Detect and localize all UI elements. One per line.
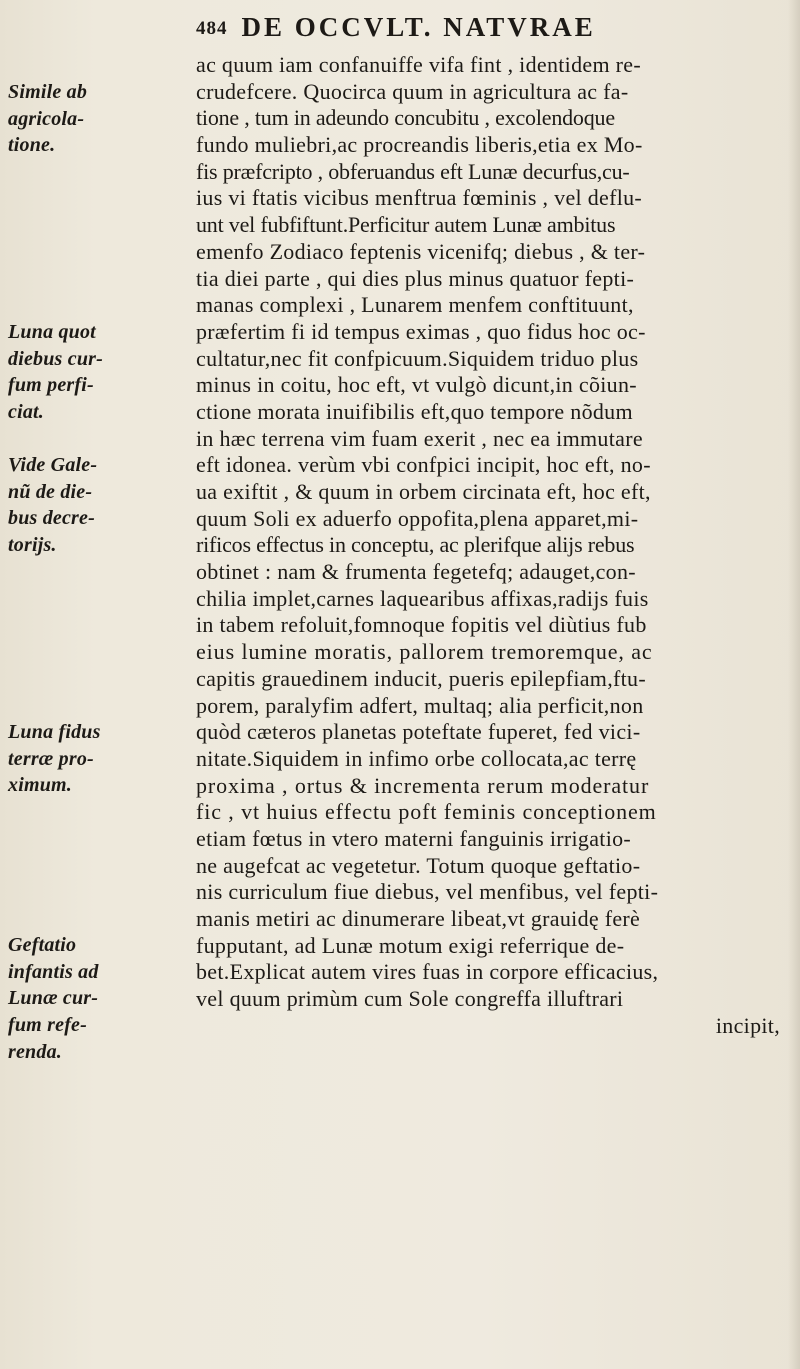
text-line: tia diei parte , qui dies plus minus quatuor fepti- xyxy=(196,265,635,291)
marginal-note-simile xyxy=(8,79,194,159)
text-line: eius lumine moratis, pallorem tremoremque, ac xyxy=(196,639,653,665)
marginal-note-geftatio xyxy=(8,932,194,1065)
text-line: manis metiri ac dinumerare libeat,vt grauidę ferè xyxy=(196,906,641,931)
text-line: minus in coitu, hoc eft, vt vulgò dicunt,in cõiun- xyxy=(196,372,637,398)
text-line: fis præfcripto , obferuandus eft Lunæ decurfus,cu- xyxy=(196,158,630,184)
running-title: DE OCCVLT. NATVRAE xyxy=(241,12,596,42)
text-line: cultatur,nec fit confpicuum.Siquidem triduo plus xyxy=(196,345,639,371)
text-line: rificos effectus in conceptu, ac plerifque alijs rebus xyxy=(196,532,635,558)
marginal-note-vide-galenum xyxy=(8,452,194,559)
marginal-note-line: Vide Gale- xyxy=(8,454,98,476)
marginal-note-line: agricola- xyxy=(8,107,85,130)
marginal-note-line: infantis ad xyxy=(8,960,99,983)
text-line: fupputant, ad Lunæ motum exigi referrique de- xyxy=(196,932,625,958)
text-line: fundo muliebri,ac procreandis liberis,etia ex Mo- xyxy=(196,132,643,158)
text-line: ius vi ftatis vicibus menftrua fœminis , vel deflu- xyxy=(196,185,643,211)
text-line: eft idonea. verùm vbi confpici incipit, hoc eft, no- xyxy=(196,452,651,478)
text-line: chilia implet,carnes laquearibus affixas,radijs fuis xyxy=(196,585,649,611)
page-header xyxy=(196,12,776,46)
text-line: nis curriculum fiue diebus, vel menfibus, vel fepti- xyxy=(196,879,659,905)
text-line: proxima , ortus & incrementa rerum moderatur xyxy=(196,772,650,798)
text-line: fic , vt huius effectu poft feminis conceptionem xyxy=(196,799,657,825)
marginal-note-luna-quot xyxy=(8,319,194,426)
text-line: ua exiftit , & quum in orbem circinata eft, hoc eft, xyxy=(196,479,651,504)
text-line: nitate.Siquidem in infimo orbe collocata,ac terrę xyxy=(196,745,637,771)
marginal-note-luna-fidus xyxy=(8,719,194,799)
marginal-note-line: Lunæ cur- xyxy=(8,987,99,1010)
marginal-note-line: Simile ab xyxy=(8,81,88,103)
text-line: etiam fœtus in vtero materni fanguinis irrigatio- xyxy=(196,825,632,851)
text-line: unt vel fubfiftunt.Perficitur autem Lunæ ambitus xyxy=(196,212,616,238)
text-line: tione , tum in adeundo concubitu , excolendoque xyxy=(196,105,615,131)
main-text-block xyxy=(196,52,796,1039)
text-line: capitis grauedinem inducit, pueris epilepfiam,ftu- xyxy=(196,665,646,691)
text-line: quòd cæteros planetas poteftate fuperet, fed vici- xyxy=(196,719,641,745)
text-line: in hæc terrena vim fuam exerit , nec ea immutare xyxy=(196,425,643,451)
marginal-note-line: nũ de die- xyxy=(8,480,93,503)
text-line: crudefcere. Quocirca quum in agricultura ac fa- xyxy=(196,78,629,104)
marginal-note-line: ciat. xyxy=(8,401,44,424)
marginal-note-line: Luna quot xyxy=(8,321,96,343)
marginal-note-line: fum refe- xyxy=(8,1014,87,1037)
text-line: bet.Explicat autem vires fuas in corpore efficacius, xyxy=(196,959,659,985)
text-line: in tabem refoluit,fomnoque fopitis vel diùtius fub xyxy=(196,612,647,638)
text-line: obtinet : nam & frumenta fegetefq; adauget,con- xyxy=(196,559,636,585)
marginal-note-line: diebus cur- xyxy=(8,347,103,370)
text-line: ne augefcat ac vegetetur. Totum quoque geftatio- xyxy=(196,852,641,878)
text-line: ctione morata inuifibilis eft,quo tempore nõdum xyxy=(196,398,633,424)
marginal-note-line: torijs. xyxy=(8,534,57,557)
marginal-note-line: Luna fidus xyxy=(8,721,101,743)
marginal-note-line: ximum. xyxy=(8,774,72,797)
marginal-note-line: fum perfi- xyxy=(8,374,94,397)
marginal-note-line: bus decre- xyxy=(8,507,95,530)
marginal-note-line: Geftatio xyxy=(8,934,77,956)
text-line: vel quum primùm cum Sole congreffa illuftrari xyxy=(196,986,624,1012)
text-line: præfertim fi id tempus eximas , quo fidus hoc oc- xyxy=(196,318,646,344)
text-line: emenfo Zodiaco feptenis vicenifq; diebus , & ter- xyxy=(196,238,646,264)
text-line: quum Soli ex aduerfo oppofita,plena apparet,mi- xyxy=(196,505,639,531)
page-number: 484 xyxy=(196,18,228,39)
marginal-note-line: renda. xyxy=(8,1040,62,1063)
text-line: porem, paralyfim adfert, multaq; alia perficit,non xyxy=(196,692,644,718)
marginal-note-line: tione. xyxy=(8,134,56,157)
text-line: ac quum iam confanuiffe vifa fint , identidem re- xyxy=(196,52,641,77)
text-line: manas complexi , Lunarem menfem conftituunt, xyxy=(196,292,634,318)
catchword: incipit, xyxy=(715,1012,780,1038)
marginal-note-line: terræ pro- xyxy=(8,747,94,770)
